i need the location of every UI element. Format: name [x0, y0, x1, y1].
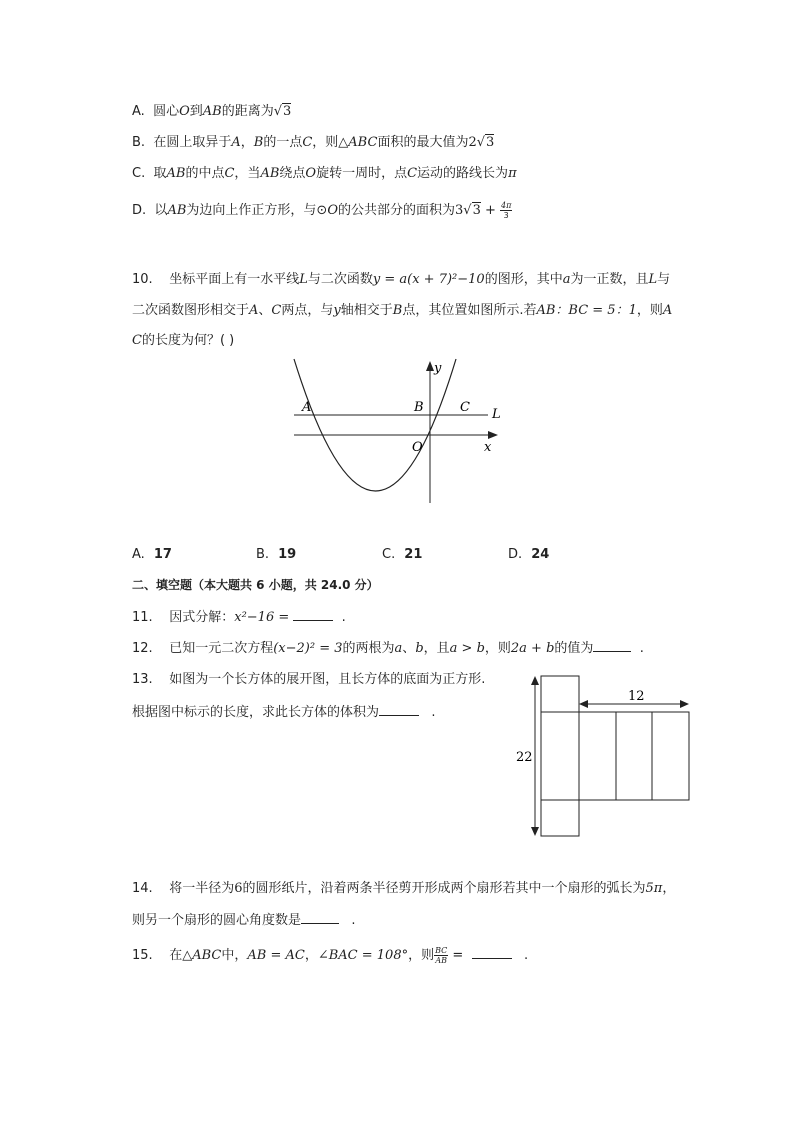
- text: 面积的最大值为: [377, 135, 469, 150]
- answer-blank[interactable]: [472, 946, 512, 959]
- q9-option-d: [132, 201, 512, 220]
- text: 在: [169, 948, 183, 963]
- text: ，则: [636, 303, 663, 318]
- section-title: 二、填空题（本大题共 6 小题，共 24.0 分）: [132, 578, 379, 592]
- q10-line-3: [132, 332, 234, 350]
- q15: [132, 946, 528, 965]
- arc-length: 5π: [645, 881, 663, 896]
- parabola-graph: [280, 355, 510, 510]
- var: C: [132, 333, 142, 348]
- q10-line-1: [132, 271, 670, 289]
- net-left-column: [541, 676, 579, 836]
- choice-label: C.: [382, 547, 396, 562]
- ratio: AB：BC = 5：1: [536, 303, 637, 318]
- var: B: [392, 303, 403, 318]
- question-number: 12.: [132, 641, 153, 656]
- var: O: [327, 203, 338, 218]
- label-L: L: [492, 407, 501, 422]
- var: a: [394, 641, 403, 656]
- q9-option-b: [132, 134, 494, 152]
- label-B: B: [414, 400, 424, 415]
- text: 将一半径为: [169, 881, 235, 896]
- label-A: A: [302, 400, 312, 415]
- text: 取: [153, 166, 167, 181]
- text: 的值为: [554, 641, 594, 656]
- label-y: y: [434, 361, 442, 376]
- expression: 2a + b: [510, 641, 555, 656]
- answer-blank[interactable]: [379, 703, 419, 716]
- var: AB: [166, 166, 186, 181]
- text: ，则: [484, 641, 511, 656]
- dim-top-label: 12: [628, 689, 645, 704]
- question-number: 11.: [132, 610, 153, 625]
- text: 为边向上作正方形，与: [186, 203, 317, 218]
- q10-choice-a[interactable]: [132, 546, 172, 564]
- text: 根据图中标示的长度，求此长方体的体积为: [132, 705, 380, 720]
- choice-label: D.: [508, 547, 523, 562]
- equation: (x−2)² = 3: [273, 641, 343, 656]
- number: 6: [234, 881, 243, 896]
- var: C: [407, 166, 418, 181]
- label-C: C: [460, 400, 470, 415]
- q14-line-1: [132, 880, 675, 898]
- q10-line-2: [132, 302, 672, 320]
- text: 的长度为何？( ): [141, 333, 235, 348]
- period: .: [351, 913, 356, 928]
- period: .: [639, 641, 644, 656]
- text: ，则: [408, 948, 435, 963]
- coef: 2: [468, 135, 477, 150]
- var: A: [249, 303, 259, 318]
- question-number: 14.: [132, 881, 153, 896]
- var: AB: [167, 203, 187, 218]
- sqrt: √3: [476, 135, 495, 150]
- choice-label: B.: [256, 547, 270, 562]
- text: 旋转一周时，点: [316, 166, 408, 181]
- var: L: [648, 272, 658, 287]
- triangle: △ABC: [182, 948, 222, 963]
- period: .: [524, 948, 529, 963]
- text: ，: [240, 135, 254, 150]
- text: 到: [189, 104, 203, 119]
- radicand: 3: [486, 135, 495, 150]
- text: 与: [657, 272, 671, 287]
- radicand: 3: [283, 104, 292, 119]
- pi: π: [508, 166, 517, 181]
- var: O: [305, 166, 317, 181]
- text: ，: [304, 948, 318, 963]
- text: 坐标平面上有一水平线: [169, 272, 300, 287]
- box-net-figure: [510, 670, 700, 842]
- q12: [132, 639, 644, 658]
- y-axis-arrow: [426, 361, 434, 371]
- dim-left-arrow-top: [531, 676, 539, 685]
- text: 如图为一个长方体的展开图，且长方体的底面为正方形.: [169, 672, 486, 687]
- expression: x²−16 =: [234, 610, 290, 625]
- parabola-curve: [294, 359, 456, 491]
- net-right-rect: [579, 712, 689, 800]
- fraction: [500, 201, 512, 220]
- text: 中，: [221, 948, 248, 963]
- numerator: 4π: [501, 201, 512, 210]
- var: A: [662, 303, 673, 318]
- question-number: 10.: [132, 272, 153, 287]
- choice-value: 24: [531, 547, 550, 562]
- q10-choice-c[interactable]: [382, 546, 422, 564]
- q13-line-1: [132, 671, 485, 689]
- equation: ∠BAC = 108°: [317, 948, 409, 963]
- label-x: x: [484, 440, 492, 455]
- coef: 3: [455, 203, 464, 218]
- text: 、: [402, 641, 416, 656]
- text: 的两根为: [342, 641, 395, 656]
- var: AB: [260, 166, 280, 181]
- answer-blank[interactable]: [301, 911, 339, 924]
- question-number: 15.: [132, 948, 153, 963]
- label-O: O: [412, 440, 423, 455]
- var: O: [179, 104, 190, 119]
- text: 两点，与: [281, 303, 334, 318]
- var: C: [271, 303, 282, 318]
- period: .: [431, 705, 436, 720]
- choice-value: 21: [404, 547, 423, 562]
- text: 圆心: [153, 104, 180, 119]
- equals: =: [452, 948, 464, 963]
- q10-choice-d[interactable]: [508, 546, 549, 564]
- text: 轴相交于: [340, 303, 393, 318]
- text: 在圆上取异于: [153, 135, 232, 150]
- q13-line-2: [132, 703, 436, 722]
- var: B: [253, 135, 264, 150]
- period: .: [341, 610, 346, 625]
- option-label: D.: [132, 203, 147, 218]
- option-label: C.: [132, 166, 146, 181]
- question-number: 13.: [132, 672, 153, 687]
- denominator: AB: [435, 956, 448, 965]
- text: ，当: [234, 166, 261, 181]
- text: 、: [258, 303, 272, 318]
- equation: AB = AC: [247, 948, 305, 963]
- plus: +: [485, 203, 496, 218]
- circle-symbol: ⊙: [316, 203, 328, 218]
- choice-label: A.: [132, 547, 145, 562]
- var: a: [562, 272, 571, 287]
- text: 以: [154, 203, 168, 218]
- text: 的中点: [185, 166, 225, 181]
- text: 因式分解：: [169, 610, 235, 625]
- answer-blank[interactable]: [293, 608, 333, 621]
- text: 为一正数，且: [570, 272, 649, 287]
- q14-line-2: [132, 911, 356, 930]
- text: 点，其位置如图所示.若: [402, 303, 537, 318]
- text: 绕点: [279, 166, 306, 181]
- denominator: 3: [503, 211, 509, 220]
- radicand: 3: [472, 203, 481, 218]
- choice-value: 17: [153, 547, 172, 562]
- var: AB: [202, 104, 222, 119]
- q10-choice-b[interactable]: [256, 546, 296, 564]
- text: ，: [662, 881, 676, 896]
- answer-blank[interactable]: [593, 639, 631, 652]
- q9-option-a: [132, 103, 291, 121]
- sqrt: √3: [273, 104, 292, 119]
- text: 的图形，其中: [484, 272, 563, 287]
- text: 的圆形纸片，沿着两条半径剪开形成两个扇形若其中一个扇形的弧长为: [242, 881, 646, 896]
- numerator: BC: [435, 946, 448, 955]
- text: 则另一个扇形的圆心角度数是: [132, 913, 302, 928]
- var: C: [224, 166, 235, 181]
- var: C: [302, 135, 313, 150]
- text: 与二次函数: [307, 272, 373, 287]
- text: 二次函数图形相交于: [132, 303, 250, 318]
- text: 的公共部分的面积为: [337, 203, 455, 218]
- x-axis-arrow: [488, 431, 498, 439]
- q11: [132, 608, 346, 627]
- option-label: B.: [132, 135, 146, 150]
- var: y: [333, 303, 341, 318]
- q9-option-c: [132, 165, 517, 183]
- var: b: [415, 641, 424, 656]
- equation: y = a(x + 7)²−10: [372, 272, 485, 287]
- fraction: [434, 946, 448, 965]
- var: L: [299, 272, 308, 287]
- triangle-symbol: △: [338, 135, 349, 150]
- var: A: [231, 135, 241, 150]
- var: ABC: [348, 135, 378, 150]
- choice-value: 19: [278, 547, 297, 562]
- dim-left-label: 22: [516, 750, 533, 765]
- text: ，且: [423, 641, 450, 656]
- text: ，则: [312, 135, 339, 150]
- text: 运动的路线长为: [417, 166, 509, 181]
- condition: a > b: [449, 641, 485, 656]
- option-label: A.: [132, 104, 145, 119]
- dim-top-arrow-left: [579, 700, 588, 708]
- text: 已知一元二次方程: [169, 641, 274, 656]
- text: 的一点: [263, 135, 303, 150]
- dim-left-arrow-bottom: [531, 827, 539, 836]
- dim-top-arrow-right: [680, 700, 689, 708]
- text: 的距离为: [221, 104, 274, 119]
- sqrt: √3: [463, 203, 481, 218]
